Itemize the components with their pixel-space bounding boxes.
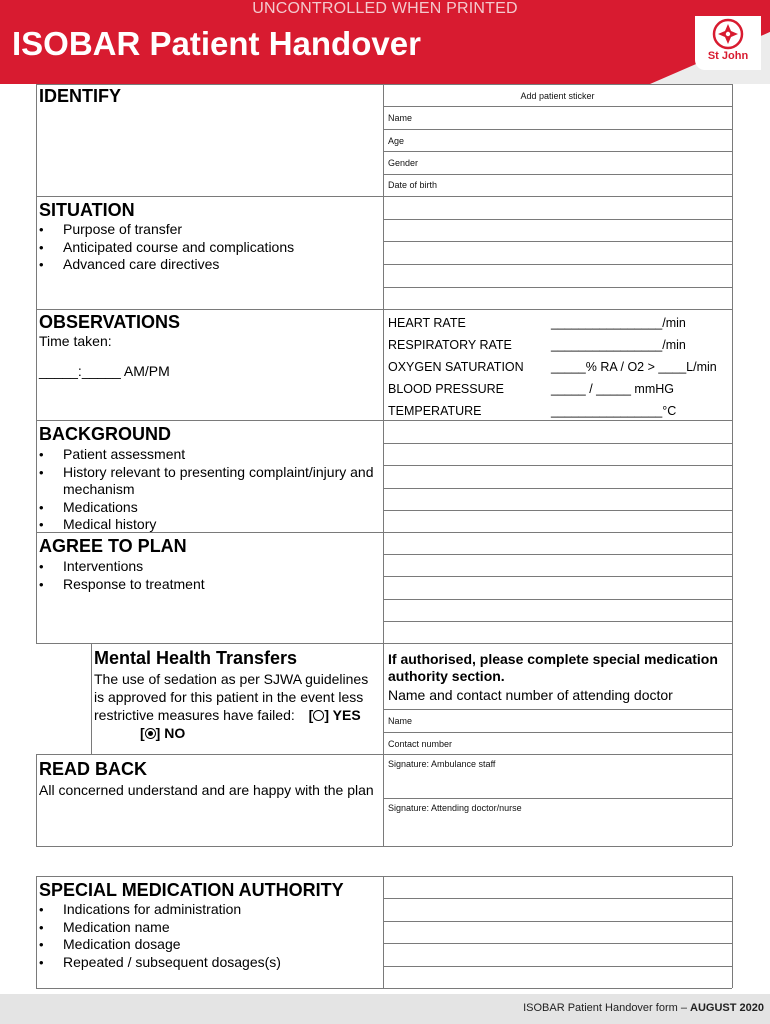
list-item: • Medication name — [39, 919, 379, 937]
observations-heading: OBSERVATIONS — [39, 312, 181, 332]
list-item: • Patient assessment — [39, 446, 379, 464]
authority-note-title: If authorised, please complete special medication authority section. — [388, 651, 718, 684]
list-item: • Advanced care directives — [39, 256, 379, 274]
grid-line — [383, 966, 732, 967]
grid-line — [383, 443, 732, 444]
doctor-name-field[interactable]: Name — [388, 716, 413, 726]
mental-health-body — [94, 670, 379, 742]
uncontrolled-notice: UNCONTROLLED WHEN PRINTED — [252, 0, 518, 17]
grid-line — [383, 554, 732, 555]
list-item: • Anticipated course and complications — [39, 239, 379, 257]
situation-list — [39, 221, 379, 274]
list-item: • Medications — [39, 499, 379, 517]
oxygen-saturation-label: OXYGEN SATURATION — [388, 360, 524, 374]
special-authority-heading: SPECIAL MEDICATION AUTHORITY — [39, 880, 344, 900]
grid-line — [383, 599, 732, 600]
no-label: NO — [164, 725, 186, 741]
read-back-body: All concerned understand and are happy with the plan — [39, 782, 374, 798]
grid-line — [383, 219, 732, 220]
identify-heading: IDENTIFY — [39, 86, 122, 106]
grid-line — [36, 846, 732, 847]
grid-line — [36, 196, 732, 197]
oxygen-saturation-field[interactable]: _____% RA / O2 > ____L/min — [551, 360, 717, 374]
temperature-label: TEMPERATURE — [388, 404, 482, 418]
time-taken-label: Time taken: — [39, 333, 112, 349]
grid-line — [383, 241, 732, 242]
sedation-yes-option[interactable]: [ ] YES — [308, 707, 361, 723]
grid-line — [91, 643, 92, 754]
grid-line — [383, 488, 732, 489]
identify-name-field[interactable]: Name — [388, 113, 413, 123]
authority-note-subtitle: Name and contact number of attending doctor — [388, 687, 673, 703]
mental-health-text: The use of sedation as per SJWA guidelines is approved for this patient in the event less restrictive measures have failed: — [94, 671, 369, 723]
grid-line — [36, 754, 37, 846]
grid-line — [383, 264, 732, 265]
grid-line — [36, 988, 732, 989]
grid-line — [383, 876, 384, 988]
footer-date: AUGUST 2020 — [690, 1002, 764, 1014]
grid-line — [383, 621, 732, 622]
grid-line — [383, 174, 732, 175]
grid-line — [36, 754, 732, 755]
form-header — [0, 0, 770, 84]
grid-line — [36, 643, 732, 644]
identify-age-field[interactable]: Age — [388, 136, 405, 146]
list-item: • Indications for administration — [39, 901, 379, 919]
background-list — [39, 446, 379, 534]
grid-line — [732, 84, 733, 846]
grid-line — [383, 576, 732, 577]
read-back-heading: READ BACK — [39, 759, 147, 779]
footer-form-name: ISOBAR Patient Handover form – — [523, 1002, 691, 1014]
footer-text — [523, 1002, 764, 1014]
list-item: • History relevant to presenting complaint/injury and mechanism — [39, 464, 379, 499]
grid-line — [383, 943, 732, 944]
grid-line — [36, 84, 732, 85]
grid-line — [36, 876, 732, 877]
list-item: • Purpose of transfer — [39, 221, 379, 239]
grid-line — [36, 876, 37, 988]
grid-line — [383, 921, 732, 922]
grid-line — [383, 151, 732, 152]
grid-line — [732, 876, 733, 988]
special-authority-list — [39, 901, 379, 971]
sedation-no-option[interactable]: [ ] NO — [140, 725, 186, 741]
list-item: • Medication dosage — [39, 936, 379, 954]
agree-list — [39, 558, 379, 593]
time-taken-field[interactable]: _____:_____ AM/PM — [39, 363, 170, 379]
grid-line — [383, 732, 732, 733]
grid-line — [383, 798, 732, 799]
patient-sticker-label: Add patient sticker — [520, 91, 595, 101]
logo-text: St John — [707, 50, 749, 62]
grid-line — [383, 898, 732, 899]
grid-line — [36, 420, 732, 421]
mental-health-heading: Mental Health Transfers — [94, 648, 298, 668]
grid-line — [383, 129, 732, 130]
temperature-field[interactable]: ________________°C — [551, 404, 677, 418]
grid-line — [383, 465, 732, 466]
ambulance-signature-field[interactable]: Signature: Ambulance staff — [388, 759, 496, 769]
agree-to-plan-heading: AGREE TO PLAN — [39, 536, 187, 556]
page-footer — [0, 994, 770, 1024]
st-john-logo — [695, 16, 761, 70]
grid-line — [383, 287, 732, 288]
blood-pressure-label: BLOOD PRESSURE — [388, 382, 505, 396]
grid-line — [383, 106, 732, 107]
heart-rate-label: HEART RATE — [388, 316, 466, 330]
doctor-contact-field[interactable]: Contact number — [388, 739, 453, 749]
blood-pressure-field[interactable]: _____ / _____ mmHG — [551, 382, 674, 396]
respiratory-rate-label: RESPIRATORY RATE — [388, 338, 512, 352]
list-item: • Medical history — [39, 516, 379, 534]
st-john-cross-icon — [695, 16, 761, 50]
respiratory-rate-field[interactable]: ________________/min — [551, 338, 686, 352]
background-heading: BACKGROUND — [39, 424, 171, 444]
form-title: ISOBAR Patient Handover — [12, 25, 421, 62]
heart-rate-field[interactable]: ________________/min — [551, 316, 686, 330]
situation-heading: SITUATION — [39, 200, 135, 220]
grid-line — [36, 309, 732, 310]
doctor-signature-field[interactable]: Signature: Attending doctor/nurse — [388, 803, 522, 813]
grid-line — [36, 84, 37, 643]
yes-radio-icon[interactable] — [313, 710, 324, 721]
grid-line — [383, 510, 732, 511]
grid-line — [383, 709, 732, 710]
list-item: • Interventions — [39, 558, 379, 576]
no-radio-icon[interactable] — [145, 728, 156, 739]
yes-label: YES — [332, 707, 361, 723]
list-item: • Repeated / subsequent dosages(s) — [39, 954, 379, 972]
identify-gender-field[interactable]: Gender — [388, 158, 419, 168]
identify-dob-field[interactable]: Date of birth — [388, 180, 438, 190]
list-item: • Response to treatment — [39, 576, 379, 594]
